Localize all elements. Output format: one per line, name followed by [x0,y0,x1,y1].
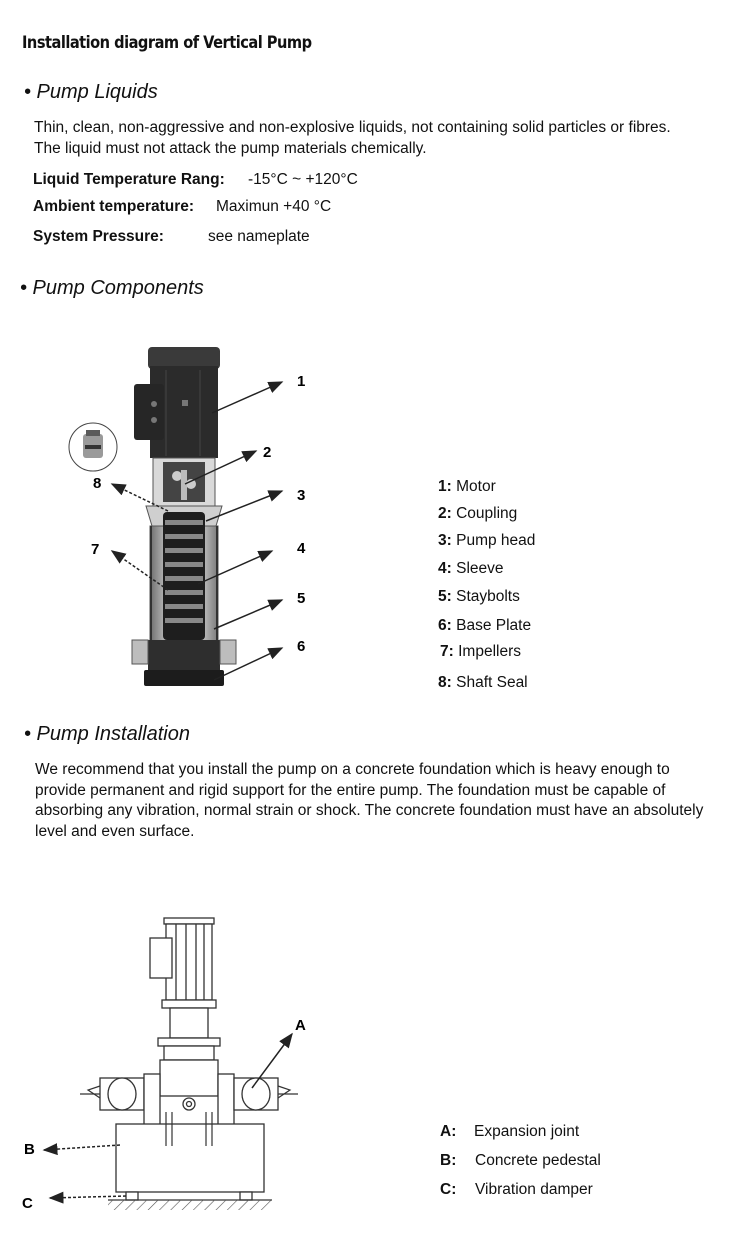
callout-c: C [22,1195,33,1212]
coupling-lantern-shape [153,458,215,506]
concrete-pedestal [116,1124,264,1192]
spec-label-system-pressure: System Pressure: [33,228,164,245]
legend-item-vibration-damper: C: Vibration damper [440,1181,593,1198]
terminal-box [150,938,172,978]
spec-label-ambient-temperature: Ambient temperature: [33,198,195,215]
lantern [170,1008,208,1038]
spec-value-ambient-temperature: Maximun +40 °C [216,198,332,215]
callout-7: 7 [91,541,100,558]
motor-body [166,924,212,1000]
liquids-line-2: The liquid must not attack the pump materials chemically. [34,139,427,157]
arrow-c [50,1196,126,1198]
legend-item-impellers: 7: Impellers [440,643,521,660]
legend-item-motor: 1: Motor [438,478,496,495]
section-heading-pump-components: • Pump Components [20,277,204,299]
callout-8: 8 [93,475,102,492]
installation-line-4: level and even surface. [35,822,195,840]
pump-head-flange [158,1038,220,1046]
installation-description [35,760,703,842]
callout-2: 2 [263,444,272,461]
legend-item-shaft-seal: 8: Shaft Seal [438,674,528,691]
legend-item-staybolts: 5: Staybolts [438,588,520,605]
section-heading-pump-liquids: • Pump Liquids [24,81,158,103]
arrow-b [44,1145,120,1150]
base-plate-shape [132,640,236,686]
motor-shape [134,347,220,458]
legend-item-base-plate: 6: Base Plate [438,617,532,634]
impeller-stack-shape [163,512,205,640]
callout-4: 4 [297,540,306,557]
motor-flange [162,1000,216,1008]
pump-components-diagram [0,300,420,700]
callout-1: 1 [297,373,306,390]
liquids-description [34,118,671,159]
callout-5: 5 [297,590,306,607]
vibration-damper-left [126,1192,138,1200]
installation-line-2: provide permanent and rigid support for the entire pump. The foundation must be capable of [35,781,666,799]
callout-3: 3 [297,487,306,504]
liquids-line-1: Thin, clean, non-aggressive and non-explosive liquids, not containing solid particles or fibres. [34,119,671,136]
shaft-seal-inset [69,423,117,471]
motor-cap [164,918,214,924]
page-title: Installation diagram of Vertical Pump [22,33,312,53]
arrow-5 [214,600,282,629]
spec-value-system-pressure: see nameplate [208,228,310,245]
ground-hatch [108,1200,272,1210]
section-heading-pump-installation: • Pump Installation [24,723,190,745]
callout-a: A [295,1017,306,1034]
legend-item-pump-head: 3: Pump head [438,532,536,549]
callout-b: B [24,1141,35,1158]
legend-item-coupling: 2: Coupling [438,505,518,522]
installation-line-1: We recommend that you install the pump on a concrete foundation which is heavy enough to [35,761,670,778]
pump-installation-diagram [0,905,400,1225]
legend-item-concrete-pedestal: B: Concrete pedestal [440,1152,601,1169]
vibration-damper-right [240,1192,252,1200]
arrow-1 [212,382,282,413]
pump-body [160,1060,218,1096]
callout-6: 6 [297,638,306,655]
legend-item-sleeve: 4: Sleeve [438,560,504,577]
installation-line-3: absorbing any vibration, normal strain or shock. The concrete foundation must have an absolutely [35,802,704,819]
spec-value-liquid-temperature: -15°C ~ +120°C [248,171,358,188]
legend-item-expansion-joint: A: Expansion joint [440,1123,580,1140]
spec-label-liquid-temperature: Liquid Temperature Rang: [33,171,225,188]
